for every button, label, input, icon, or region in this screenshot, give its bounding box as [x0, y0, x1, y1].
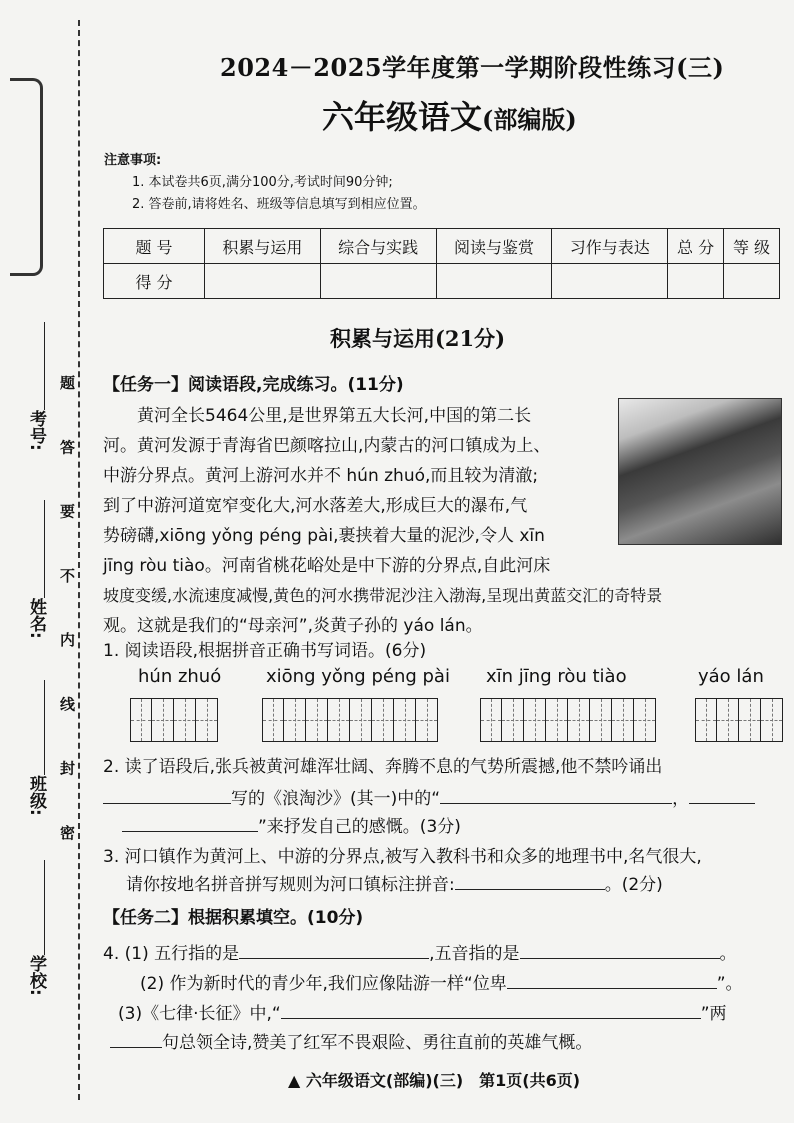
notes-item-1: 1. 本试卷共6页,满分100分,考试时间90分钟; [132, 175, 393, 190]
task2-heading: 【任务二】根据积累填空。(10分) [103, 908, 364, 928]
section-title: 积累与运用(21分) [330, 326, 506, 351]
notes-heading: 注意事项: [104, 153, 162, 168]
edition-label: (部编版) [482, 105, 577, 134]
q3-blank-pinyin[interactable] [455, 871, 605, 890]
header-cell: 习作与表达 [552, 229, 668, 264]
q4-p1-b: ,五音指的是 [429, 944, 520, 964]
q3-line2 [126, 870, 663, 900]
header-cell: 总 分 [668, 229, 724, 264]
header-cell: 积累与运用 [205, 229, 321, 264]
exam-no-field[interactable] [44, 322, 45, 410]
q2-part-b: ， [672, 789, 690, 809]
q4-part1 [103, 939, 737, 969]
q4-part2 [140, 969, 743, 999]
q1-answer-grid-3[interactable] [480, 698, 656, 742]
q2-blank-author[interactable] [103, 785, 231, 804]
q2-line2 [103, 784, 755, 814]
score-table-score-row [104, 264, 780, 299]
q3-line2-text: 请你按地名拼音拼写规则为河口镇标注拼音: [126, 875, 455, 895]
q4-blank-changzheng[interactable] [281, 1000, 701, 1019]
header-cell: 等 级 [724, 229, 780, 264]
q4-part3-cont [110, 1028, 592, 1058]
q1-answer-grid-1[interactable] [130, 698, 218, 742]
footer-text: 六年级语文(部编)(三) 第1页(共6页) [305, 1071, 581, 1090]
q1-pinyin-3: xīn jīng ròu tiào [486, 666, 627, 687]
q4-p1-c: 。 [719, 944, 737, 964]
score-row-label: 得 分 [104, 264, 205, 299]
q1-pinyin-1: hún zhuó [138, 666, 222, 687]
binding-dashed-line [78, 20, 80, 1100]
passage-line: 坡度变缓,水流速度减慢,黄色的河水携带泥沙注入渤海,呈现出黄蓝交汇的奇特景 [103, 586, 663, 605]
subject-name: 六年级语文 [322, 98, 483, 136]
q4-p3-c: 句总领全诗,赞美了红军不畏艰险、勇往直前的英雄气概。 [162, 1033, 593, 1053]
exam-no-label: 考号: [26, 410, 46, 451]
q3-line1: 3. 河口镇作为黄河上、中游的分界点,被写入教科书和众多的地理书中,名气很大, [103, 847, 702, 867]
passage-line: 河。黄河发源于青海省巴颜喀拉山,内蒙古的河口镇成为上、 [103, 436, 551, 456]
q1-answer-grid-2[interactable] [262, 698, 438, 742]
page-footer [288, 1068, 580, 1091]
score-cell[interactable] [724, 264, 780, 299]
task1-passage-cont [103, 581, 783, 641]
score-cell[interactable] [320, 264, 436, 299]
q2-line1: 2. 读了语段后,张兵被黄河雄浑壮阔、奔腾不息的气势所震撼,他不禁吟诵出 [103, 757, 663, 777]
notes-item-2: 2. 答卷前,请将姓名、班级等信息填写到相应位置。 [132, 197, 426, 212]
q2-blank-line2a[interactable] [689, 785, 755, 804]
passage-line: 势磅礴,xiōng yǒng péng pài,裹挟着大量的泥沙,令人 xīn [103, 526, 545, 546]
q2-line3 [122, 812, 461, 842]
score-table-header-row [104, 229, 780, 264]
score-cell[interactable] [436, 264, 552, 299]
q4-blank-luyou[interactable] [507, 970, 717, 989]
q4-p1-a: 4. (1) 五行指的是 [103, 944, 240, 964]
q1-text: 1. 阅读语段,根据拼音正确书写词语。(6分) [103, 641, 427, 661]
subject-title [322, 92, 577, 138]
q4-blank-changzheng-cont[interactable] [110, 1029, 162, 1048]
q2-blank-line2b[interactable] [122, 813, 258, 832]
name-label: 姓名: [26, 598, 46, 639]
header-cell: 综合与实践 [320, 229, 436, 264]
class-field[interactable] [44, 680, 45, 775]
q2-part-a: 写的《浪淘沙》(其一)中的“ [231, 789, 441, 809]
score-table [103, 228, 780, 299]
school-field[interactable] [44, 860, 45, 955]
passage-line: jīng ròu tiào。河南省桃花峪处是中下游的分界点,自此河床 [103, 556, 551, 576]
publisher-logo-icon: ▲ [288, 1071, 301, 1090]
header-cell: 题 号 [104, 229, 205, 264]
q2-blank-line1[interactable] [440, 785, 672, 804]
q4-p3-b: ”两 [700, 1004, 727, 1024]
yellow-river-photo [618, 398, 782, 545]
score-cell[interactable] [668, 264, 724, 299]
q4-p2-a: (2) 作为新时代的青少年,我们应像陆游一样“位卑 [140, 974, 507, 994]
passage-line: 黄河全长5464公里,是世界第五大长河,中国的第二长 [103, 406, 532, 426]
q1-answer-grid-4[interactable] [695, 698, 783, 742]
school-label: 学校: [26, 955, 46, 996]
seal-line-text: 题 答 要 不 内 线 封 密 [58, 375, 76, 862]
q4-p2-b: ”。 [716, 974, 743, 994]
q4-blank-wuxing[interactable] [239, 940, 429, 959]
task1-passage [103, 401, 615, 581]
header-cell: 阅读与鉴赏 [436, 229, 552, 264]
q1-pinyin-2: xiōng yǒng péng pài [266, 666, 450, 687]
exam-title: 2024－2025学年度第一学期阶段性练习(三) [220, 53, 725, 82]
q4-part3 [118, 999, 727, 1029]
q2-part-c: ”来抒发自己的感慨。(3分) [258, 817, 461, 837]
q3-line2-end: 。(2分) [604, 875, 663, 895]
q4-blank-wuyin[interactable] [520, 940, 720, 959]
score-cell[interactable] [205, 264, 321, 299]
task1-heading: 【任务一】阅读语段,完成练习。(11分) [103, 375, 404, 395]
binding-bracket [10, 78, 43, 276]
passage-line: 中游分界点。黄河上游河水并不 hún zhuó,而且较为清澈; [103, 466, 539, 486]
passage-line: 到了中游河道宽窄变化大,河水落差大,形成巨大的瀑布,气 [103, 496, 528, 516]
q4-p3-a: (3)《七律·长征》中,“ [118, 1004, 281, 1024]
class-label: 班级: [26, 775, 46, 816]
q1-pinyin-4: yáo lán [698, 666, 764, 687]
notes-block [104, 150, 426, 216]
name-field[interactable] [44, 500, 45, 598]
passage-line: 观。这就是我们的“母亲河”,炎黄子孙的 yáo lán。 [103, 616, 483, 636]
score-cell[interactable] [552, 264, 668, 299]
